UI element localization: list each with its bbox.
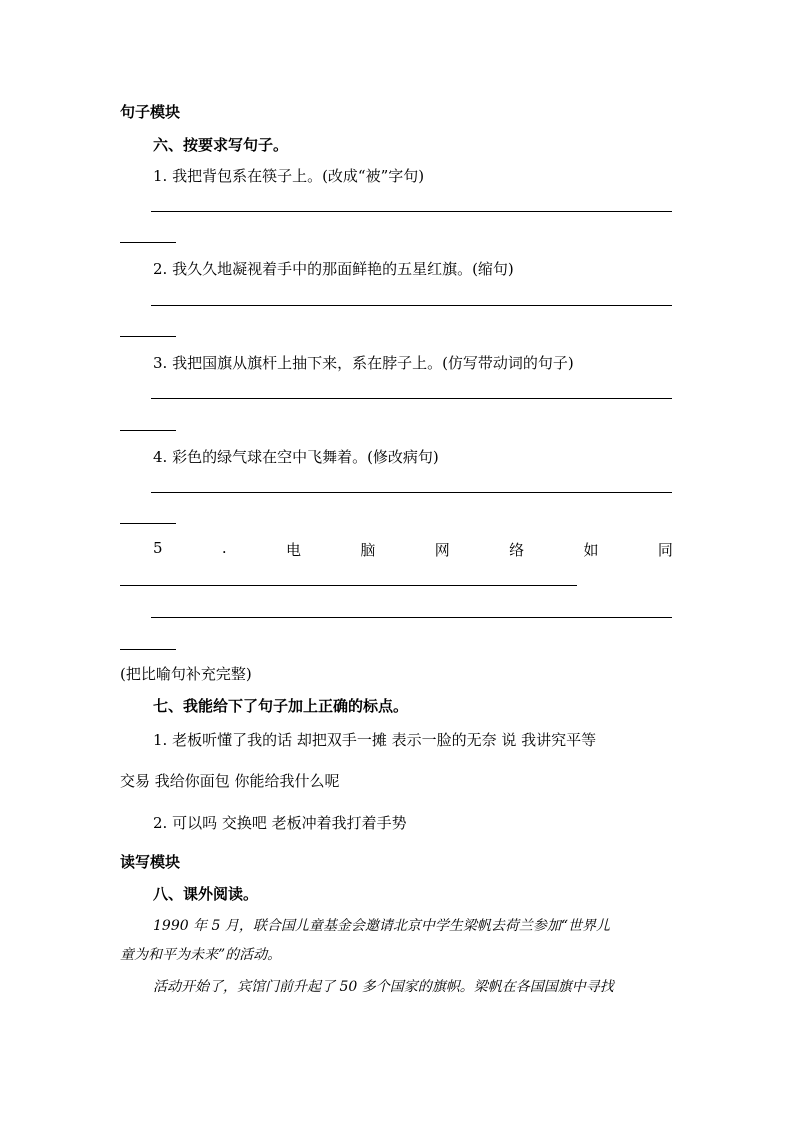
item5-char: 络 — [509, 541, 525, 559]
answer-line[interactable] — [151, 211, 672, 212]
item5-char: 脑 — [360, 541, 376, 559]
answer-line[interactable] — [151, 492, 672, 493]
answer-line-continuation[interactable] — [120, 649, 176, 650]
question-7-item-2: 2. 可以吗 交换吧 老板冲着我打着手势 — [153, 814, 407, 832]
question-7-heading: 七、我能给下了句子加上正确的标点。 — [153, 697, 409, 715]
answer-line[interactable] — [151, 398, 672, 399]
answer-line[interactable] — [151, 617, 672, 618]
question-6-item-5-note: (把比喻句补充完整) — [120, 665, 252, 683]
reading-paragraph-1-line-2: 童为和平为未来”的活动。 — [120, 947, 282, 963]
item5-char: 如 — [583, 541, 599, 559]
answer-line-blank[interactable] — [120, 585, 577, 586]
question-6-item-3: 3. 我把国旗从旗杆上抽下来，系在脖子上。(仿写带动词的句子) — [153, 354, 574, 372]
reading-paragraph-1-line-1: 1990 年 5 月，联合国儿童基金会邀请北京中学生梁帆去荷兰参加“世界儿 — [153, 918, 611, 934]
item5-char: . — [221, 539, 227, 557]
question-6-item-1: 1. 我把背包系在筷子上。(改成“被”字句) — [153, 167, 425, 185]
answer-line-continuation[interactable] — [120, 336, 176, 337]
question-6-item-4: 4. 彩色的绿气球在空中飞舞着。(修改病句) — [153, 448, 439, 466]
question-6-heading: 六、按要求写句子。 — [153, 136, 289, 154]
answer-line-continuation[interactable] — [120, 242, 176, 243]
answer-line[interactable] — [151, 305, 672, 306]
answer-line-continuation[interactable] — [120, 430, 176, 431]
item5-char: 电 — [286, 541, 302, 559]
item5-char: 同 — [657, 541, 673, 559]
item5-char: 网 — [434, 541, 450, 559]
answer-line-continuation[interactable] — [120, 523, 176, 524]
section-title-sentence-module: 句子模块 — [120, 103, 181, 121]
question-7-item-1-line-1: 1. 老板听懂了我的话 却把双手一摊 表示一脸的无奈 说 我讲究平等 — [153, 731, 597, 749]
question-7-item-1-line-2: 交易 我给你面包 你能给我什么呢 — [120, 772, 340, 790]
question-8-heading: 八、课外阅读。 — [153, 885, 259, 903]
question-6-item-2: 2. 我久久地凝视着手中的那面鲜艳的五星红旗。(缩句) — [153, 260, 514, 278]
reading-paragraph-2-line-1: 活动开始了，宾馆门前升起了 50 多个国家的旗帜。梁帆在各国国旗中寻找 — [153, 979, 614, 995]
item5-char: 5 — [153, 539, 163, 557]
question-6-item-5 — [153, 539, 673, 560]
section-title-reading-module: 读写模块 — [120, 853, 181, 871]
